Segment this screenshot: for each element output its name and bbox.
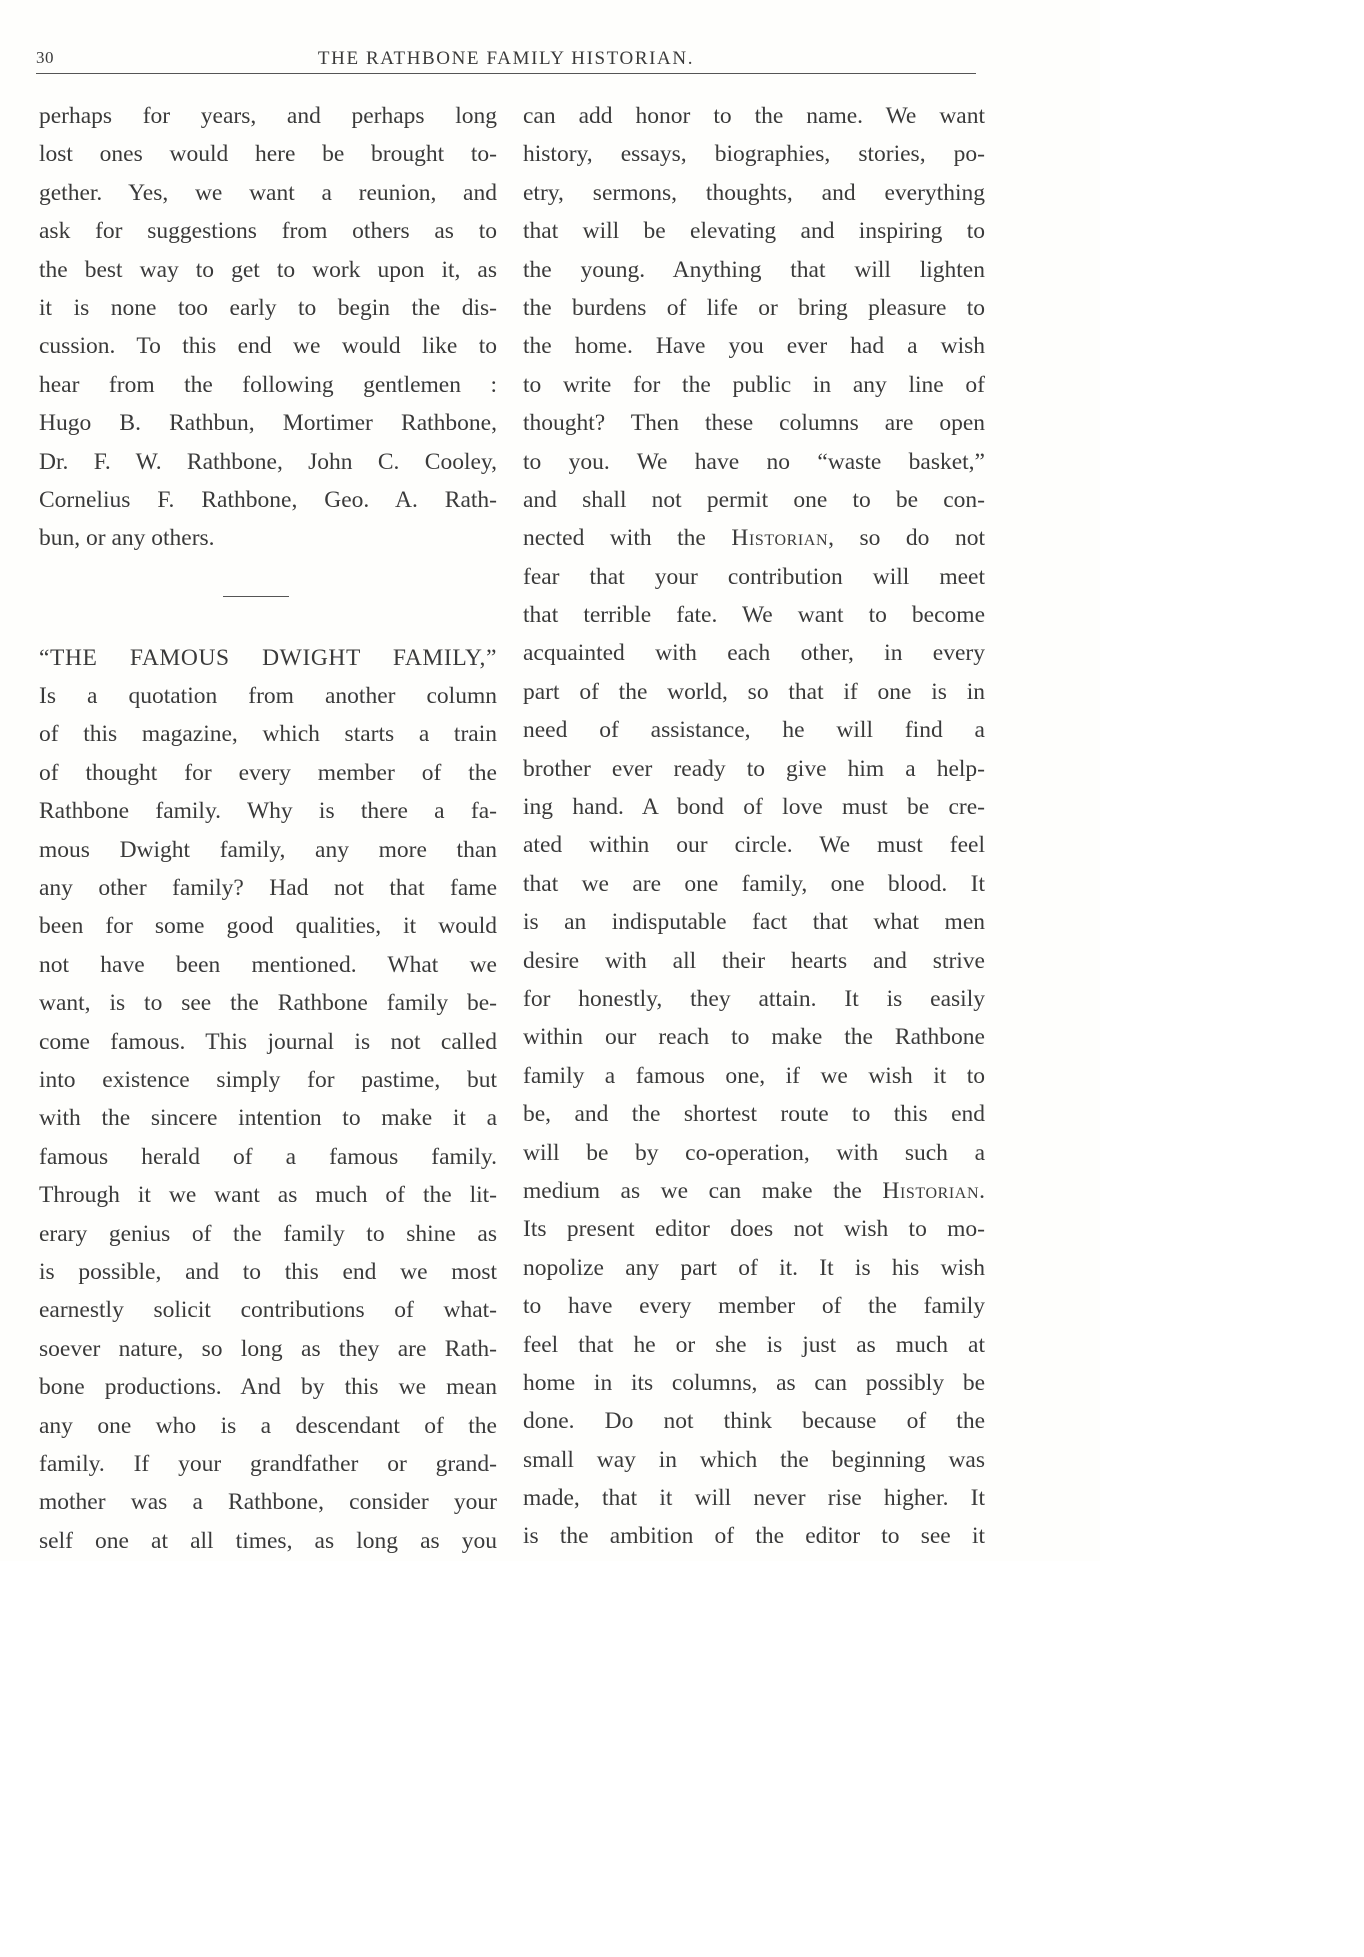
text-line: acquainted with each other, in every: [523, 640, 985, 667]
text-line: nopolize any part of it. It is his wish: [523, 1254, 985, 1281]
text-line: within our reach to make the Rathbone: [523, 1024, 985, 1051]
text-line: earnestly solicit contributions of what-: [39, 1297, 497, 1324]
text-line: [523, 519, 985, 557]
running-title: THE RATHBONE FAMILY HISTORIAN.: [317, 48, 695, 69]
text-fragment: , so do not: [828, 525, 985, 552]
text-line: is the ambition of the editor to see it: [523, 1523, 985, 1550]
text-line: bone productions. And by this we mean: [39, 1374, 497, 1401]
text-line: soever nature, so long as they are Rath-: [39, 1335, 497, 1362]
text-line: been for some good qualities, it would: [39, 913, 497, 940]
section-famous-dwight-family: [39, 639, 497, 1560]
text-line: bun, or any others.: [39, 525, 215, 552]
text-fragment: nected with the: [523, 525, 732, 552]
text-line: fear that your contribution will meet: [523, 563, 985, 590]
text-line: done. Do not think because of the: [523, 1408, 985, 1435]
text-line: and shall not permit one to be con-: [523, 486, 985, 513]
text-line: Cornelius F. Rathbone, Geo. A. Rath-: [39, 486, 497, 513]
text-line: the best way to get to work upon it, as: [39, 256, 497, 283]
page-number: 30: [36, 48, 54, 67]
text-line: ask for suggestions from others as to: [39, 218, 497, 245]
text-line: to you. We have no “waste basket,”: [523, 448, 985, 475]
text-line: that terrible fate. We want to become: [523, 602, 985, 629]
text-line: hear from the following gentlemen :: [39, 371, 497, 398]
text-line: of this magazine, which starts a train: [39, 721, 497, 748]
text-line: come famous. This journal is not called: [39, 1028, 497, 1055]
text-line: to have every member of the family: [523, 1293, 985, 1320]
paragraph-reunion: [39, 97, 497, 558]
text-line: gether. Yes, we want a reunion, and: [39, 179, 497, 206]
text-line: need of assistance, he will find a: [523, 717, 985, 744]
text-line: for honestly, they attain. It is easily: [523, 985, 985, 1012]
text-line: made, that it will never rise higher. It: [523, 1485, 985, 1512]
text-line: family a famous one, if we wish it to: [523, 1062, 985, 1089]
text-line: part of the world, so that if one is in: [523, 678, 985, 705]
text-line: is possible, and to this end we most: [39, 1258, 497, 1285]
text-line: ated within our circle. We must feel: [523, 832, 985, 859]
text-line: desire with all their hearts and strive: [523, 947, 985, 974]
text-line: the young. Anything that will lighten: [523, 256, 985, 283]
page-header: [36, 46, 976, 70]
left-column: [39, 97, 497, 1560]
text-line: Its present editor does not wish to mo-: [523, 1216, 985, 1243]
text-line: any other family? Had not that fame: [39, 875, 497, 902]
text-line: be, and the shortest route to this end: [523, 1101, 985, 1128]
text-fragment: medium as we can make the: [523, 1177, 883, 1204]
text-line: Is a quotation from another column: [39, 683, 497, 710]
text-line: Through it we want as much of the lit-: [39, 1182, 497, 1209]
text-line: perhaps for years, and perhaps long: [39, 103, 497, 129]
text-line: mother was a Rathbone, consider your: [39, 1489, 497, 1516]
text-line: [523, 1172, 985, 1210]
magazine-name: Historian: [731, 525, 829, 552]
text-line: ing hand. A bond of love must be cre-: [523, 794, 985, 821]
text-line: brother ever ready to give him a help-: [523, 755, 985, 782]
text-line: erary genius of the family to shine as: [39, 1220, 497, 1247]
text-line: will be by co-operation, with such a: [523, 1139, 985, 1166]
text-line: the burdens of life or bring pleasure to: [523, 294, 985, 321]
text-line: into existence simply for pastime, but: [39, 1066, 497, 1093]
text-line: not have been mentioned. What we: [39, 951, 497, 978]
text-line: with the sincere intention to make it a: [39, 1105, 497, 1132]
text-line: of thought for every member of the: [39, 759, 497, 786]
magazine-name: Historian: [882, 1177, 980, 1204]
text-line: Hugo B. Rathbun, Mortimer Rathbone,: [39, 410, 497, 437]
text-line: famous herald of a famous family.: [39, 1143, 497, 1170]
text-fragment: .: [979, 1177, 985, 1204]
text-line: thought? Then these columns are open: [523, 410, 985, 437]
text-line: small way in which the beginning was: [523, 1446, 985, 1473]
text-line: any one who is a descendant of the: [39, 1412, 497, 1439]
text-line: home in its columns, as can possibly be: [523, 1369, 985, 1396]
text-line: mous Dwight family, any more than: [39, 836, 497, 863]
text-line: feel that he or she is just as much at: [523, 1331, 985, 1358]
text-line: it is none too early to begin the dis-: [39, 294, 497, 321]
text-line: self one at all times, as long as you: [39, 1527, 497, 1554]
text-line: want, is to see the Rathbone family be-: [39, 990, 497, 1017]
text-line: the home. Have you ever had a wish: [523, 333, 985, 360]
text-line: that will be elevating and inspiring to: [523, 218, 985, 245]
text-line: Rathbone family. Why is there a fa-: [39, 798, 497, 825]
text-line: lost ones would here be brought to-: [39, 141, 497, 168]
text-line: that we are one family, one blood. It: [523, 870, 985, 897]
text-line: etry, sermons, thoughts, and everything: [523, 179, 985, 206]
text-line: family. If your grandfather or grand-: [39, 1450, 497, 1477]
text-line: to write for the public in any line of: [523, 371, 985, 398]
text-line: history, essays, biographies, stories, po-: [523, 141, 985, 168]
text-line: can add honor to the name. We want: [523, 103, 985, 129]
header-rule: [36, 73, 976, 74]
right-column: [523, 97, 985, 1556]
text-line: cussion. To this end we would like to: [39, 333, 497, 360]
text-line: is an indisputable fact that what men: [523, 909, 985, 936]
section-heading: “THE FAMOUS DWIGHT FAMILY,”: [39, 644, 497, 671]
text-line: Dr. F. W. Rathbone, John C. Cooley,: [39, 448, 497, 475]
